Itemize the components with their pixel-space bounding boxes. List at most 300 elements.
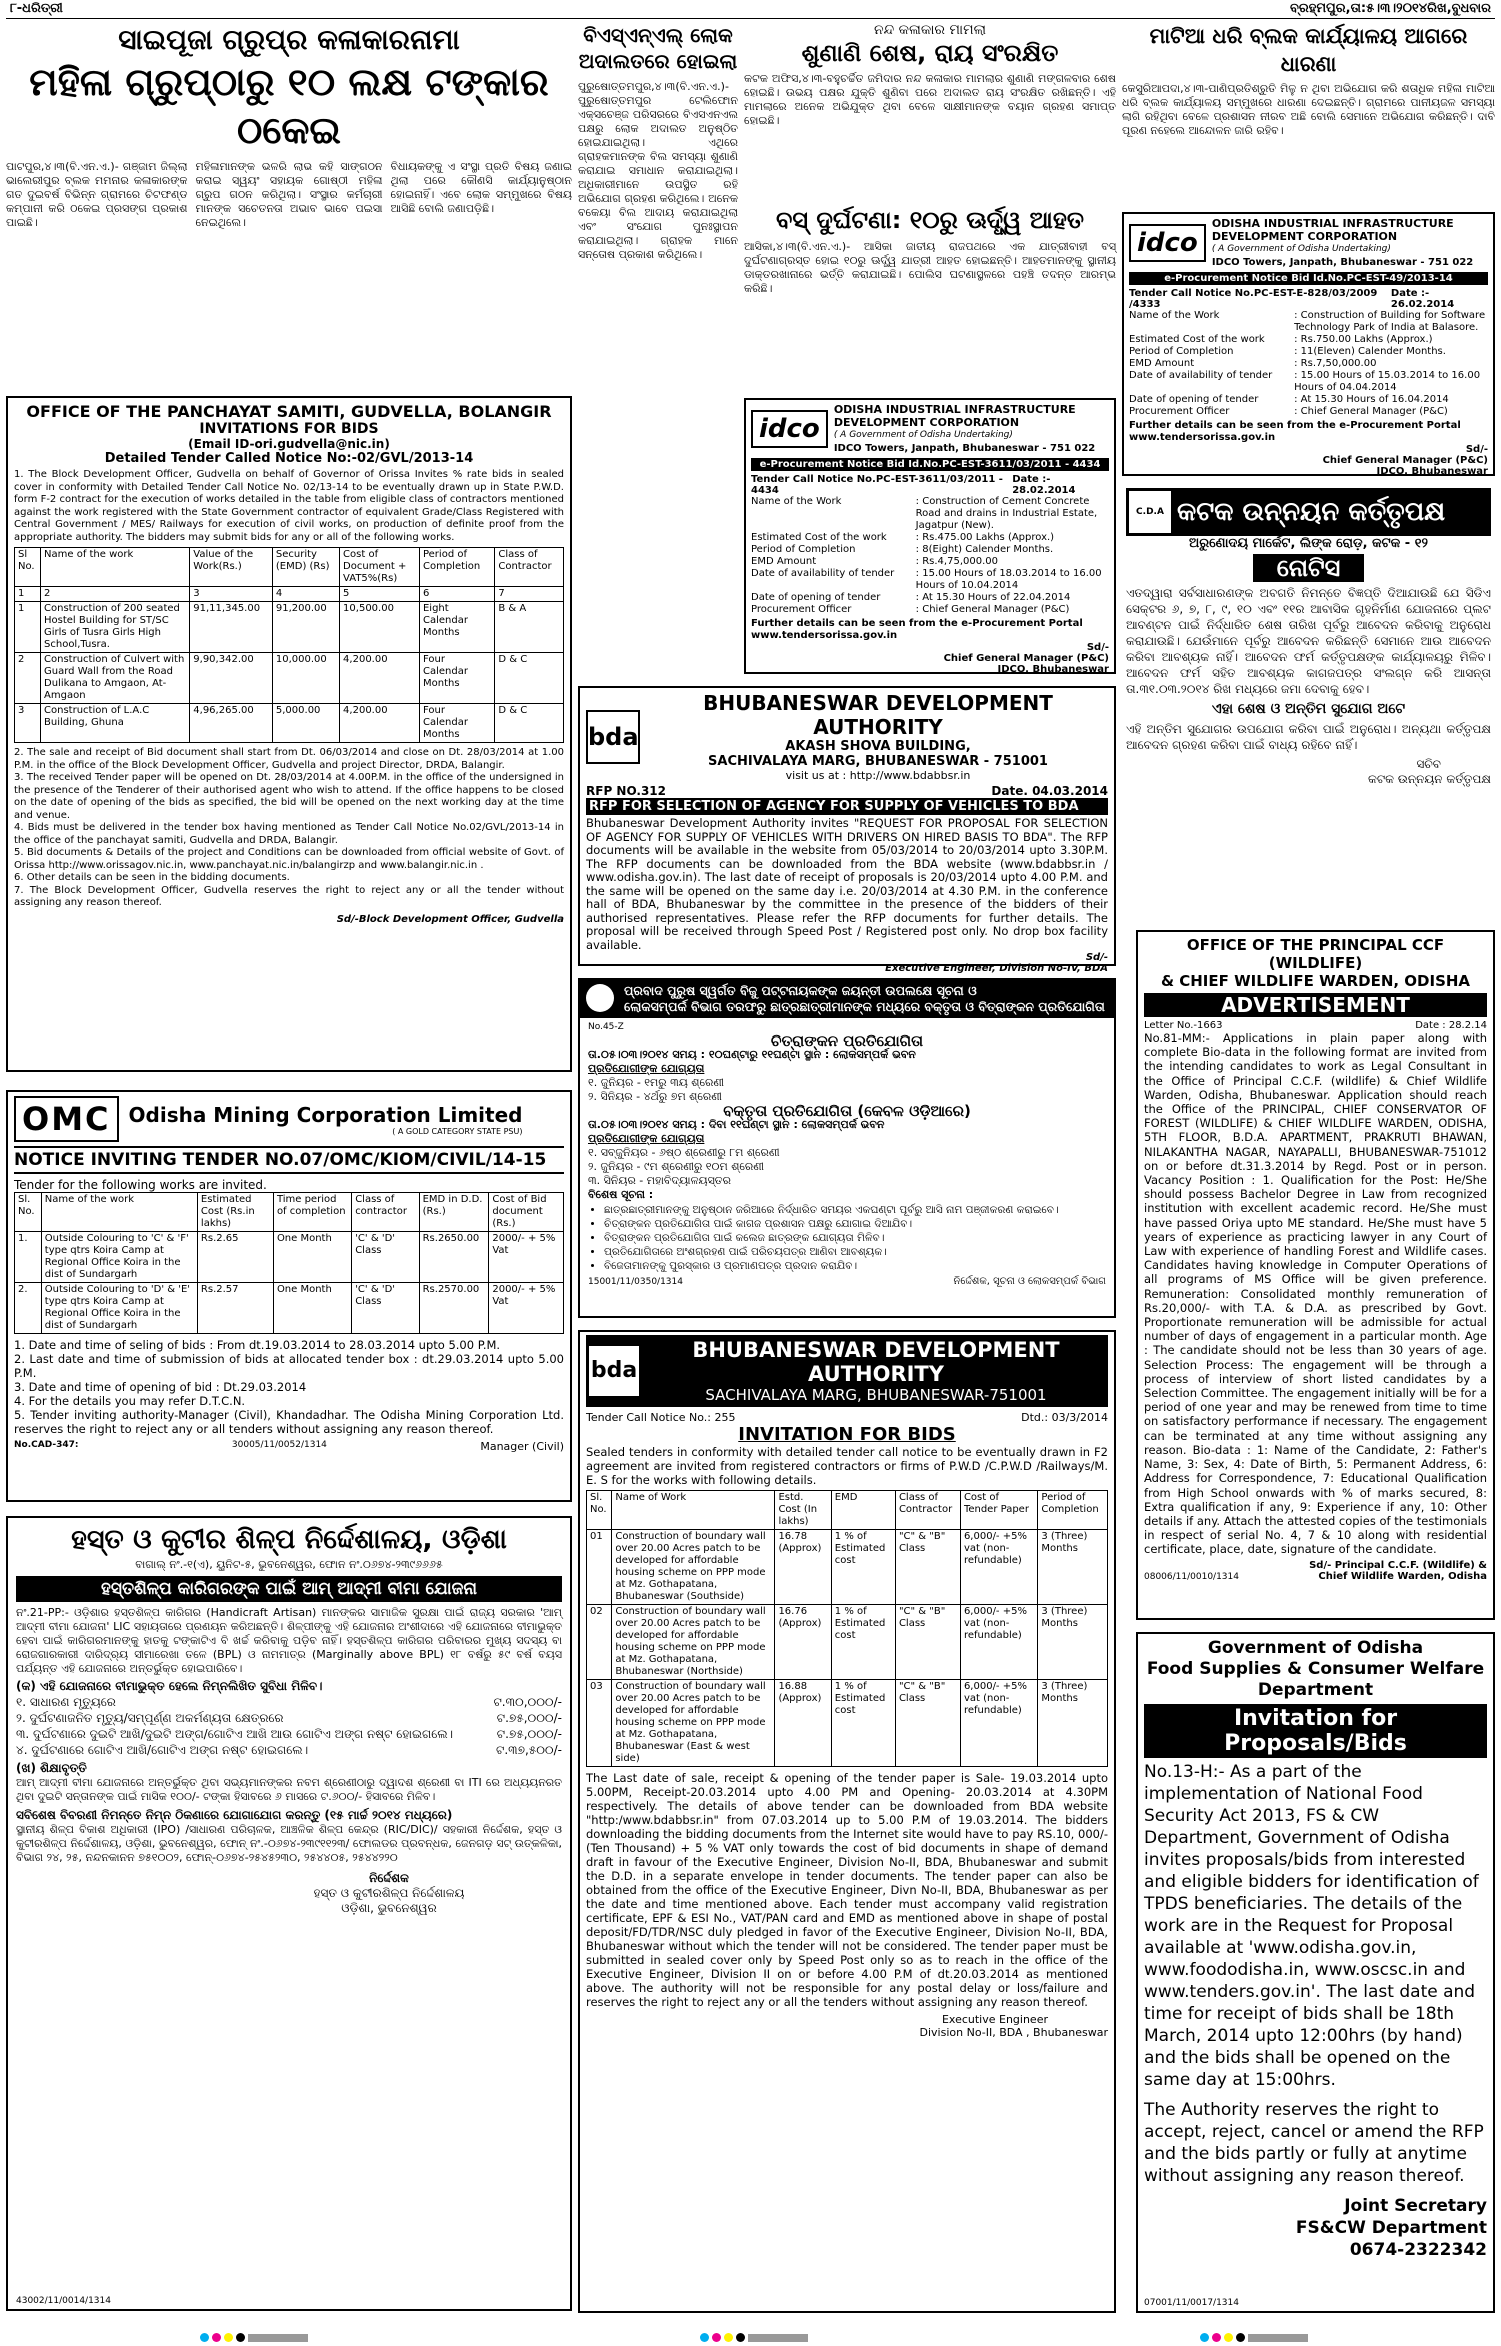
notice-body: ଏତଦ୍ୱାରା ସର୍ବସାଧାରଣଙ୍କ ଅବଗତି ନିମନ୍ତେ ବିଜ୍ଞପ୍ତି ଦିଆଯାଉଛି ଯେ ସିଡିଏ ସେକ୍ଟର ୬, ୭, ୮, ୯, ୧୦ ଏବଂ ୧୧ର ଆବାସିକ ଗୃହନିର୍ମାଣ ଯୋଜନାରେ ପ୍ଲଟ ଆବଣ୍ଟନ ପାଇଁ ନିର୍ଦ୍ଧାରିତ ଶେଷ ତାରିଖ ପୂର୍ବରୁ ଆବେଦନ କରିବାକୁ ଅନୁରୋଧ କରାଯାଉଛି। ଯେଉଁମାନେ ପୂର୍ବରୁ ଆବେଦନ କରିଛନ୍ତି ସେମାନେ ଆଉ ଆବେଦନ କରିବା ଆବଶ୍ୟକ ନାହିଁ। ଆବେଦନ ଫର୍ମ କର୍ତ୍ତୃପକ୍ଷଙ୍କ କାର୍ଯ୍ୟାଳୟରୁ ମିଳିବ। ଆବେଦନ ଫର୍ମ ସହିତ ଆବଶ୍ୟକ କାଗଜପତ୍ର ସଂଲଗ୍ନ କରି ଆସନ୍ତା ତା.୩୧.୦୩.୨୦୧୪ ରିଖ ମଧ୍ୟରେ ଜମା ଦେବାକୁ ହେବ। [1126, 586, 1491, 696]
news-article-verdict [744, 22, 1116, 202]
table-cell: Rs.2.65 [197, 1232, 273, 1283]
table-header-cell: Cost of Bid document (Rs.) [489, 1193, 564, 1232]
table-header-cell: Name of Work [612, 1491, 775, 1530]
field-value: : Chief General Manager (P&C) [915, 604, 1070, 615]
ad-code-2: 30005/11/0052/1314 [231, 1440, 327, 1450]
ad-food-supplies [1136, 1632, 1495, 2313]
ad-bda-invitation [578, 1330, 1116, 2313]
page-number: ୮-ଧରିତ୍ରୀ [10, 1, 63, 16]
table-header-cell: 5 [340, 587, 420, 602]
sign-sd: Sd/- [1465, 444, 1488, 455]
field-value: : Rs.750.00 Lakhs (Approx.) [1294, 334, 1433, 345]
table-cell: 3 (Three) Months [1038, 1530, 1108, 1605]
bda-name: BHUBANESWAR DEVELOPMENT AUTHORITY [692, 1338, 1060, 1386]
news-article-dharna [1122, 22, 1495, 210]
list-item: 6. Other details can be seen in the bidding documents. [14, 872, 290, 883]
idco-sub: ( A Government of Odisha Undertaking) [1211, 244, 1391, 254]
ad-omc-tender [6, 1090, 572, 1502]
sign-org: କଟକ ଉନ୍ନୟନ କର୍ତ୍ତୃପକ୍ଷ [1367, 772, 1491, 786]
drawing-schedule: ତା.୦୫।୦୩।୨୦୧୪ ସମୟ : ୧୦ଘଣ୍ଟାରୁ ୧୧ଘଣ୍ଟା ସ୍ଥାନ : ଲୋକସମ୍ପର୍କ ଭବନ [588, 1048, 916, 1061]
field-value: : At 15.30 Hours of 22.04.2014 [915, 592, 1071, 603]
table-cell: "C" & "B" Class [895, 1605, 960, 1680]
ad-code: 43002/11/0014/1314 [16, 2296, 111, 2306]
table-cell: 1 [15, 602, 41, 653]
table-cell: 2000/- + 5% Vat [489, 1232, 564, 1283]
table-cell: B & A [495, 602, 564, 653]
field-row [1129, 406, 1488, 418]
table-cell: Construction of 200 seated Hostel Building for ST/SC Girls of Tusra Girls High School,Tusra. [41, 602, 190, 653]
table-cell: Rs.2650.00 [419, 1232, 489, 1283]
field-label: Date of opening of tender [1129, 394, 1259, 405]
bda-address: SACHIVALAYA MARG, BHUBANESWAR-751001 [705, 1386, 1047, 1404]
headline: ବିଏସ୍‌ଏନ୍‌ଏଲ୍ ଲୋକ ଅଦାଲତରେ ହୋଇଲା [578, 23, 738, 73]
table-cell: 91,200.00 [272, 602, 339, 653]
list-item: ୨. ସିନିୟର - ୪ର୍ଥରୁ ୭ମ ଶ୍ରେଣୀ [588, 1090, 722, 1103]
field-value: : Rs.7,50,000.00 [1294, 358, 1377, 369]
sign-title: Chief General Manager (P&C) [943, 653, 1109, 664]
ad-ccf-wildlife [1136, 930, 1495, 1620]
field-label: Period of Completion [751, 544, 856, 555]
sign-title: Joint Secretary [1344, 2196, 1487, 2216]
table-header-cell: Name of the work [41, 1193, 197, 1232]
table-row [15, 1232, 564, 1283]
field-label: EMD Amount [1129, 358, 1195, 369]
table-row [587, 1605, 1108, 1680]
table-cell: 2. [15, 1283, 42, 1334]
table-cell: 16.76 (Approx) [775, 1605, 831, 1680]
table-cell: Rs.2570.00 [419, 1283, 489, 1334]
headline-kicker: ସାଇପୂଜା ଗ୍ରୁପ୍ର କଳାକାରନାମା [118, 23, 460, 56]
table-cell: "C" & "B" Class [895, 1530, 960, 1605]
table-row [15, 1283, 564, 1334]
sign-org: FS&CW Department [1295, 2218, 1487, 2238]
ad-org: OFFICE OF THE PANCHAYAT SAMITI, GUDVELLA, BOLANGIR [26, 402, 552, 421]
list-item: • ଛାତ୍ରଛାତ୍ରୀମାନଙ୍କୁ ଅନୁଷ୍ଠାନ ଜରିଆରେ ନିର୍ଦ୍ଧାରିତ ସମୟର ଏକଘଣ୍ଟା ପୂର୍ବରୁ ଆସି ନାମ ପଞ୍ଜୀକରଣ କରାଇବେ। [604, 1204, 1106, 1217]
field-value: : 15.00 Hours of 18.03.2014 to 16.00 Hours of 10.04.2014 [915, 568, 1102, 591]
field-label: Date of opening of tender [751, 592, 881, 603]
list-item: 3. The received Tender paper will be opened on Dt. 28/03/2014 at 4.00P.M. in the office of the undersigned in the presence of the Tenderer of their authorised agent who wish to attend. If the office happens to be closed on the date of opening of the bids as specified, the bid will be opened on the next working day at the time and venue. [14, 772, 564, 821]
table-cell: 'C' & 'D' Class [352, 1283, 419, 1334]
ad-code: 08006/11/0010/1314 [1144, 1571, 1239, 1582]
list-item: 1. Date and time of seling of bids : From dt.19.03.2014 to 28.03.2014 upto 5.00 P.M. [14, 1338, 501, 1352]
list-item: • ଚିତ୍ରାଙ୍କନ ପ୍ରତିଯୋଗିତା ପାଇଁ କାଗଜ ପ୍ରଶାସନ ପକ୍ଷରୁ ଯୋଗାଇ ଦିଆଯିବ। [604, 1218, 1106, 1231]
news-article-saipuja [6, 22, 572, 392]
ad-intro: ନଂ.21-PP:- ଓଡ଼ିଶାର ହସ୍ତଶିଳ୍ପ କାରିଗର (Handicraft Artisan) ମାନଙ୍କର ସାମାଜିକ ସୁରକ୍ଷା ପାଇଁ ରାଜ୍ୟ ସରକାର 'ଆମ୍ ଆଦ୍‌ମୀ ବୀମା ଯୋଜନା' LIC ସହାୟତାରେ ପ୍ରଣୟନ କରିଅଛନ୍ତି। ଶିଳ୍ପୀଙ୍କୁ ଏହି ଯୋଜନାର ଅଂଶୀଦାରେ ଏହି ଯୋଜନାରେ ବୀମାଭୁକ୍ତ ହେବା ପାଇଁ କାରିଗରମାନଙ୍କୁ ହାତକୁ ଟଙ୍କାଟିଏ ବି ଖର୍ଚ୍ଚ କରିବାକୁ ପଡ଼ିବ ନାହିଁ। ହସ୍ତଶିଳ୍ପ କାରିଗର ପରିବାରର ମୁଖ୍ୟ ସଦସ୍ୟ ବା ରୋଜଗାରକାରୀ ଦାରିଦ୍ର୍ୟ ସୀମାରେଖା ତଳେ (BPL) ଓ ନାମମାତ୍ର (Marginally above BPL) ୧୮ ବର୍ଷରୁ ୫୯ ବର୍ଷ ବୟସ ପର୍ଯ୍ୟନ୍ତ ଏହି ଯୋଜନାରେ ଅନ୍ତର୍ଭୁକ୍ତ ହୋଇପାରିବେ। [16, 1606, 562, 1675]
ad-intro: 1. The Block Development Officer, Gudvella on behalf of Governor of Orissa Invites % rate bids in sealed cover in conformity with Detailed Tender Call Notice No. 02/13-14 to be eventually drawn up in State P.W.D. form F-2 contract for the execution of works detailed in the table from eligible class of contractors mentioned against the work registered with the State Government contractor of equivalent Grade/Class Registered with Central Government / MES/ Railways for execution of civil works, on production of definite proof from the appropriate authority. The bidders may submit bids for any or all of the following works. [14, 469, 564, 543]
list-item: 2. The sale and receipt of Bid document shall start from Dt. 06/03/2014 and close on Dt. 28/03/2014 at 1.00 P.M. in the office of the Block Development Officer, Gudvella and project Director, DRDA, Balangir. [14, 747, 564, 771]
table-cell: 01 [587, 1530, 612, 1605]
table-header-cell: 1 [15, 587, 41, 602]
notice-body-2: ଏହି ଅନ୍ତିମ ସୁଯୋଗର ଉପଯୋଗ କରିବା ପାଇଁ ଅନୁରୋଧ। ଅନ୍ୟଥା କର୍ତ୍ତୃପକ୍ଷ ଆବେଦନ ଗ୍ରହଣ କରିବା ପାଇଁ ବାଧ୍ୟ ରହିବେ ନାହିଁ। [1126, 722, 1491, 752]
sign-org: Division No-II, BDA , Bhubaneswar [919, 2026, 1108, 2039]
invitation-bar: Invitation for Proposals/Bids [1144, 1704, 1487, 1758]
table-cell: 6,000/- +5% vat (non-refundable) [960, 1680, 1037, 1767]
list-item: 4. For the details you may refer D.T.C.N. [14, 1394, 246, 1408]
table-header-cell: Value of the Work(Rs.) [190, 548, 273, 587]
table-cell: 3 (Three) Months [1038, 1680, 1108, 1767]
field-label: Procurement Officer [751, 604, 852, 615]
field-row [751, 532, 1109, 544]
cda-logo: C.D.A [1129, 491, 1171, 533]
table-cell: 1. [15, 1232, 42, 1283]
scholarship-heading: (ଖ) ଶିକ୍ଷାବୃତ୍ତି [16, 1761, 87, 1775]
benefit-amount: ଟ.୩୭,୫୦୦/- [496, 1743, 562, 1757]
tender-date: Date :- 28.02.2014 [1012, 474, 1076, 496]
idco-name: ODISHA INDUSTRIAL INFRASTRUCTURE DEVELOPMENT CORPORATION [1211, 217, 1454, 243]
sign-title: ସଚିବ [1416, 757, 1441, 771]
field-value: : 8(Eight) Calender Months. [915, 544, 1054, 555]
table-cell: 3 [15, 704, 41, 743]
advertisement-bar: ADVERTISEMENT [1144, 993, 1487, 1017]
article-body: କଟକ ଅଫିସ,୪।୩-ବହୁଚର୍ଚ୍ଚିତ ଜମିଦାର ନନ୍ଦ କଳାକାର ମାମଲାର ଶୁଣାଣି ମଙ୍ଗଳବାର ଶେଷ ହୋଇଛି। ଉଭୟ ପକ୍ଷର ଯୁକ୍ତି ଶୁଣିବା ପରେ ଅଦାଲତ ରାୟ ସଂରକ୍ଷିତ ରଖିଛନ୍ତି। ଏହି ମାମଲାରେ ଅନେକ ଅଭିଯୁକ୍ତ ଥିବା ବେଳେ ସାକ୍ଷୀମାନଙ୍କ ବୟାନ ଗ୍ରହଣ ସମାପ୍ତ ହୋଇଛି। [744, 72, 1116, 127]
eligibility-list [588, 1076, 1106, 1104]
benefit-amount: ଟ.୩୦,୦୦୦/- [493, 1695, 562, 1709]
idco-logo: idco [1129, 224, 1206, 262]
table-cell: 4,96,265.00 [190, 704, 273, 743]
notice-badge: ନୋଟିସ [1253, 554, 1365, 582]
omc-logo: OMC [14, 1096, 119, 1142]
deadline-text: ସବିଶେଷ ବିବରଣୀ ନିମନ୍ତେ ନିମ୍ନ ଠିକଣାରେ ଯୋଗାଯୋଗ କରନ୍ତୁ (୧୫ ମାର୍ଚ୍ଚ ୨୦୧୪ ମଧ୍ୟରେ) [16, 1808, 453, 1822]
ad-bda-rfp [578, 686, 1116, 974]
registration-dot [1212, 2333, 1221, 2342]
letter-no: Letter No.-1663 [1144, 1020, 1223, 1031]
ad-signature [1129, 444, 1488, 477]
table-cell: 4,200.00 [340, 653, 420, 704]
ad-body-2: The Authority reserves the right to accept, reject, cancel or amend the RFP and the bids partly or fully at anytime without assigning any reason thereof. [1144, 2100, 1484, 2186]
article-body: ପୁରୁଷୋତ୍ତମପୁର,୪।୩(ବି.ଏନ.ଏ.)- ପୁରୁଷୋତ୍ତମପୁର ଟେଲିଫୋନ ଏକ୍ସଚେଞ୍ଜ ପରିସରରେ ବିଏସଏନଏଲ ପକ୍ଷରୁ ଲୋକ ଅଦାଲତ ଅନୁଷ୍ଠିତ ହୋଇଯାଇଥିଲା। ଏଥିରେ ଗ୍ରାହକମାନଙ୍କ ବିଲ ସମସ୍ୟା ଶୁଣାଣି କରାଯାଇ ସମାଧାନ କରାଯାଇଥିଲା। ଅଧିକାରୀମାନେ ଉପସ୍ଥିତ ରହି ଅଭିଯୋଗ ଗ୍ରହଣ କରିଥିଲେ। ଅନେକ ବକେୟା ବିଲ ଆଦାୟ କରାଯାଇଥିଲା ଏବଂ ସଂଯୋଗ ପୁନଃସ୍ଥାପନ କରାଯାଇଥିଲା। ଗ୍ରାହକ ମାନେ ସନ୍ତୋଷ ପ୍ରକାଶ କରିଥିଲେ। [578, 80, 738, 261]
list-item: 4. Bids must be delivered in the tender box having mentioned as Tender Call Notice No.02/GVL/2013-14 in the office of the panchayat samiti, Gudvella and DRDA, Balangir. [14, 822, 564, 846]
news-article-bus-accident [744, 204, 1116, 394]
tender-date: Dtd.: 03/3/2014 [1021, 1411, 1108, 1424]
table-header-cell: Class of Contractor [895, 1491, 960, 1530]
headline: ମହିଳା ଗ୍ରୁପ୍‌ଠାରୁ ୧୦ ଲକ୍ଷ ଟଙ୍କାର ଠକେଇ [29, 60, 549, 152]
table-cell: 6,000/- +5% vat (non-refundable) [960, 1605, 1037, 1680]
table-cell: 9,90,342.00 [190, 653, 273, 704]
list-item: • ବିଜେତାମାନଙ୍କୁ ପୁରସ୍କାର ଓ ପ୍ରମାଣପତ୍ର ପ୍ରଦାନ କରାଯିବ। [604, 1260, 1106, 1273]
list-item: • ପ୍ରତିଯୋଗିତାରେ ଅଂଶଗ୍ରହଣ ପାଇଁ ପରିଚୟପତ୍ର ଆଣିବା ଆବଶ୍ୟକ। [604, 1246, 1106, 1259]
ad-footer: Further details can be seen from the e-Procurement Portal www.tendersorissa.gov.in [1129, 420, 1461, 443]
field-label: Period of Completion [1129, 346, 1234, 357]
table-cell: 'C' & 'D' Class [352, 1232, 419, 1283]
article-body: କେସୁରିଆପଦା,୪।୩-ପାଣିପ୍ରତିଶ୍ରୁତି ମିଳୁ ନ ଥିବା ଅଭିଯୋଗ କରି ଶତାଧିକ ମହିଳା ମାଟିଆ ଧରି ବ୍ଲକ କାର୍ଯ୍ୟାଳୟ ସମ୍ମୁଖରେ ଧାରଣା ଦେଇଛନ୍ତି। ଗ୍ରାମରେ ପାନୀୟଜଳ ସମସ୍ୟା ଲାଗି ରହିଥିବା ବେଳେ ପ୍ରଶାସନ ନୀରବ ଅଛି ବୋଲି ସେମାନେ ଅଭିଯୋଗ କରିଛନ୍ତି। ଦାବି ପୂରଣ ନହେଲେ ଆନ୍ଦୋଳନ ଜାରି ରହିବ। [1122, 82, 1495, 137]
eligibility-label: ପ୍ରତିଯୋଗୀଙ୍କ ଯୋଗ୍ୟତା [588, 1062, 705, 1075]
sign-title: Executive Engineer, Division No-IV, BDA [885, 963, 1108, 974]
sign-org: ହସ୍ତ ଓ କୁଟୀରଶିଳ୍ପ ନିର୍ଦ୍ଦେଶାଳୟ [313, 1886, 465, 1900]
table-cell: D & C [495, 704, 564, 743]
registration-dot [1224, 2333, 1233, 2342]
tender-fields [1129, 310, 1488, 418]
ad-org-1: Government of Odisha [1207, 1638, 1424, 1658]
news-article-bsnl [578, 22, 738, 762]
field-label: Estimated Cost of the work [751, 532, 887, 543]
ad-code: 15001/11/0350/1314 [588, 1277, 683, 1287]
list-item: ୩. ସିନିୟର - ମହାବିଦ୍ୟାଳୟସ୍ତର [588, 1174, 731, 1187]
table-header-cell: 4 [272, 587, 339, 602]
registration-bar [748, 2334, 808, 2342]
table-header-cell: Cost of Document + VAT5%(Rs) [340, 548, 420, 587]
field-row [751, 568, 1109, 592]
color-registration-strip [1200, 2327, 1316, 2337]
ad-title: NOTICE INVITING TENDER NO.07/OMC/KIOM/CIVIL/14-15 [14, 1146, 564, 1174]
bda-website: visit us at : http://www.bdabbsr.in [785, 769, 971, 782]
competition-bar-2: ଲୋକସମ୍ପର୍କ ବିଭାଗ ତରଫରୁ ଛାତ୍ରଛାତ୍ରୀମାନଙ୍କ ମଧ୍ୟରେ ବକ୍ତୃତା ଓ ବିତ୍ରାଙ୍କନ ପ୍ରତିଯୋଗିତା [624, 999, 1105, 1014]
registration-bar [248, 2334, 308, 2342]
bda-address-1: AKASH SHOVA BUILDING, [785, 739, 971, 754]
table-header-cell: 6 [419, 587, 494, 602]
benefit-amount: ଟ.୭୫,୦୦୦/- [496, 1711, 562, 1725]
bda-address-2: SACHIVALAYA MARG, BHUBANESWAR - 751001 [708, 754, 1048, 769]
list-item: ୧. ଜୁନିୟର - ୧ମରୁ ୩ୟ ଶ୍ରେଣୀ [588, 1076, 725, 1089]
benefits-list [16, 1694, 562, 1758]
benefit-label: ୩. ଦୁର୍ଘଟଣାରେ ଦୁଇଟି ଆଖି/ଦୁଇଟି ଅଙ୍ଗ/ଗୋଟିଏ ଆଖି ଆଉ ଗୋଟିଏ ଅଙ୍ଗ ନଷ୍ଟ ହୋଇଗଲେ। [16, 1727, 454, 1741]
drawing-heading: ଚିତ୍ରାଙ୍କନ ପ୍ରତିଯୋଗିତା [770, 1032, 924, 1050]
table-header-cell: Sl. No. [587, 1491, 612, 1530]
cda-address: ଅରୁଣୋଦୟ ମାର୍କେଟ, ଲିଙ୍କ ରୋଡ଼, କଟକ - ୧୨ [1189, 536, 1428, 551]
page-header [6, 0, 1495, 19]
bda-name: BHUBANESWAR DEVELOPMENT AUTHORITY [703, 691, 1053, 739]
benefit-amount: ଟ.୭୫,୦୦୦/- [496, 1727, 562, 1741]
letter-date: Date : 28.2.14 [1415, 1020, 1487, 1031]
table-row [587, 1680, 1108, 1767]
scheme-bar: ହସ୍ତଶିଳ୍ପ କାରିଗରଙ୍କ ପାଇଁ ଆମ୍ ଆଦ୍‌ମୀ ବୀମା ଯୋଜନା [16, 1576, 562, 1602]
table-header-cell: Name of the work [41, 548, 190, 587]
ad-code: No.CAD-347: [14, 1440, 79, 1450]
benefit-row [16, 1694, 562, 1710]
field-label: EMD Amount [751, 556, 817, 567]
list-item: ୧. ସବ୍‌ଜୁନିୟର - ୬ଷ୍ଠ ଶ୍ରେଣୀରୁ ୮ମ ଶ୍ରେଣୀ [588, 1146, 780, 1159]
ad-org-2: & CHIEF WILDLIFE WARDEN, ODISHA [1160, 972, 1471, 990]
table-cell: 16.88 (Approx) [775, 1680, 831, 1767]
ad-subtitle: INVITATIONS FOR BIDS [199, 421, 379, 437]
table-cell: 10,000.00 [272, 653, 339, 704]
field-value: : At 15.30 Hours of 16.04.2014 [1294, 394, 1449, 405]
speech-schedule: ତା.୦୫।୦୩।୨୦୧୪ ସମୟ : ଦିବା ୧୧ଘଣ୍ଟା ସ୍ଥାନ : ଲୋକସମ୍ପର୍କ ଭବନ [588, 1118, 885, 1131]
ad-notice-no: Detailed Tender Called Notice No:-02/GVL/2013-14 [104, 451, 474, 466]
field-row [1129, 370, 1488, 394]
headline: ଶୁଣାଣି ଶେଷ, ରାୟ ସଂରକ୍ଷିତ [801, 39, 1059, 67]
color-registration-strip [200, 2327, 316, 2337]
contact-text: ସ୍ଥାନୀୟ ଶିଳ୍ପ ବିକାଶ ଅଧିକାରୀ (IPO) /ସାଧାରଣ ପରିଚାଳକ, ଆଞ୍ଚଳିକ ଶିଳ୍ପ କେନ୍ଦ୍ର (RIC/DIC)/ ସହକାରୀ ନିର୍ଦ୍ଦେଶକ, ହସ୍ତ ଓ କୁଟୀରଶିଳ୍ପ ନିର୍ଦ୍ଦେଶାଳୟ, ଓଡ଼ିଶା, ଭୁବନେଶ୍ୱର, ଫୋନ୍ ନଂ.-୦୬୭୪-୨୩୯୧୧୨୩/ ଫୋଲଡର ପ୍ରବନ୍ଧକ, ଜେନଗଡ଼ ସଟ୍ ଉତ୍କଳିକା, ବିଭାଗ ୨୪, ୨୫, ନନ୍ଦନକାନନ ୭୫୧୦୦୨, ଫୋନ୍-୦୬୭୪-୨୫୪୫୨୩୦, ୨୫୪୪୦୫, ୨୫୪୪୨୨୦ [16, 1823, 562, 1864]
table-cell: 1 % of Estimated cost [831, 1530, 895, 1605]
field-value: : Rs.4,75,000.00 [915, 556, 998, 567]
list-item: 5. Bid documents & Details of the project and Conditions can be downloaded from official website of Govt. of Orissa http://www.orissagov.nic.in, www.panchayat.nic.in/balangirzp and www.balangir.nic.in . [14, 847, 564, 871]
tender-call-no: Tender Call Notice No.PC-EST-3611/03/2011 - 4434 [751, 474, 1003, 496]
table-cell: Eight Calendar Months [419, 602, 494, 653]
list-item: ୨. ଜୁନିୟର - ୯ମ ଶ୍ରେଣୀରୁ ୧୦ମ ଶ୍ରେଣୀ [588, 1160, 764, 1173]
table-cell: Four Calendar Months [419, 704, 494, 743]
field-label: Estimated Cost of the work [1129, 334, 1265, 345]
registration-dot [1236, 2333, 1245, 2342]
field-row [1129, 334, 1488, 346]
ad-code-no: No.45-Z [588, 1022, 624, 1032]
table-cell: "C" & "B" Class [895, 1680, 960, 1767]
registration-dot [736, 2333, 745, 2342]
table-row [15, 653, 564, 704]
table-header-cell: EMD in D.D. (Rs.) [419, 1193, 489, 1232]
rfp-no: RFP NO.312 [586, 784, 666, 798]
field-label: Procurement Officer [1129, 406, 1230, 417]
ad-org-3: Department [1257, 1680, 1374, 1700]
speech-heading: ବକ୍ତୃତା ପ୍ରତିଯୋଗିତା (କେବଳ ଓଡ଼ିଆରେ) [723, 1102, 971, 1120]
sign-title: Chief General Manager (P&C) [1322, 455, 1488, 466]
tender-table [14, 1192, 564, 1334]
registration-dot [236, 2333, 245, 2342]
table-header-cell: Class of contractor [352, 1193, 419, 1232]
ad-org-2: Food Supplies & Consumer Welfare [1146, 1659, 1485, 1679]
field-label: Name of the Work [1129, 310, 1220, 321]
table-row [15, 602, 564, 653]
registration-dot [724, 2333, 733, 2342]
table-cell: 10,500.00 [340, 602, 420, 653]
ad-body: No.81-MM:- Applications in plain paper along with complete Bio-data in the following format are invited from the intending candidates to work as Legal Consultant in the Office of Principal C.C.F. (wildlife) & Chief Wildlife Warden, Odisha, Bhubaneswar. Application should reach the Office of the PRINCIPAL, CHIEF CONSERVATOR OF FOREST (WILDLIFE) & CHIEF WILDLIFE WARDEN, ODISHA, 5TH FLOOR, B.D.A. APARTMENT, PRAKRUTI BHAWAN, NILAKANTHA NAGAR, NAYAPALLI, BHUBANESWAR-751012 on or before dt.31.3.2014 by Regd. Post or in person. Vacancy Position : 1. Qualification for the Post: He/She should possess Bachelor Degree in Law from recognized institution with excellent academic record. He/She must have passed Oriya upto ME standard. He/She must have 5 years of experience as practicing lawyer in any Court of Law with experience of handling Forest and Wildlife cases. Candidates having knowledge in Computer Operations of all programs of MS Office will be given preference. Remuneration: Consolidated monthly remuneration of Rs.20,000/- with T.A. & D.A. as prescribed by Govt. Proportionate remuneration will be admissible for actual number of days of engagement in a particular month. Age : The candidate should not be less than 30 years of age. Selection Process: The engagement will be through a process of interview of short listed candidates by a Selection Committee. The engagement initially will be for a period of one year and may be renewed from time to time on satisfactory performance if necessary. The engagement can be terminated at any time without assigning any reason. Bio-data : 1: Name of the Candidate, 2: Father's Name, 3: Sex, 4: Date of Birth, 5: Permanent Address, 6: Address for Correspondence, 7: Educational Qualification from High School onwards with % of marks secured, 8: Extra qualification if any, 9: Experience if any, 10: Other details if any. Attach the attested copies of the testimonials in respect of serial No. 4, 7 & 10 along with residential certificate, place, date, signature of the candidate. [1144, 1031, 1487, 1557]
idco-name: ODISHA INDUSTRIAL INFRASTRUCTURE DEVELOPMENT CORPORATION [833, 403, 1076, 429]
field-value: : 11(Eleven) Calender Months. [1294, 346, 1446, 357]
table-header-cell: Period of Completion [1038, 1491, 1108, 1530]
table-cell: Construction of boundary wall over 20.00 Acres patch to be developed for affordable housing scheme on PPP mode at Mz. Gothapatana, Bhubaneswar (Southside) [612, 1530, 775, 1605]
registration-dot [700, 2333, 709, 2342]
competition-bar-1: ପ୍ରବାଦ ପୁରୁଷ ସ୍ୱର୍ଗତ ବିଜୁ ପଟ୍ଟନାୟକଙ୍କ ଜୟନ୍ତୀ ଉପଲକ୍ଷେ ସୂଚନା ଓ [624, 983, 977, 998]
headline-kicker: ନନ୍ଦ କଳାକାର ମାମଲା [873, 22, 987, 38]
eligibility-list [588, 1146, 1106, 1188]
article-column: ବିଧାୟକଙ୍କୁ ଏ ସଂସ୍ଥା ପ୍ରତି ବିଷୟ ଜଣାଇ ଥିଲା ପରେ କୌଣସି କାର୍ଯ୍ୟାନୁଷ୍ଠାନ ହୋଇନାହିଁ। ଏବେ ଲୋକ ସମ୍ମୁଖରେ ବିଷୟ ଆସିଛି ବୋଲି ଜଣାପଡ଼ିଛି। [390, 160, 573, 215]
table-cell: 4,200.00 [340, 704, 420, 743]
idco-sub: ( A Government of Odisha Undertaking) [833, 430, 1013, 440]
field-label: Date of availability of tender [751, 568, 895, 579]
omc-tagline: ( A GOLD CATEGORY STATE PSU) [392, 1126, 523, 1136]
registration-bar [1248, 2334, 1308, 2342]
ad-signature [751, 642, 1109, 675]
rfp-body: Bhubaneswar Development Authority invites "REQUEST FOR PROPOSAL FOR SELECTION OF AGENCY FOR SUPPLY OF VEHICLES WITH DRIVERS ON HIRED BASIS TO BDA". The RFP documents will be available in the website from 05/03/2014 to 20/03/2014 upto 3.30P.M. The RFP documents can be downloaded from the BDA website (www.bdabbsr.in / www.odisha.gov.in). The last date of receipt of proposals is 20/03/2014 upto 4.00 P.M. and the same will be opened on the same day i.e. 20/03/2014 at 4.30 P.M. in the conference hall of BDA, Bhubaneswar by the committee in the presence of the bidders of their authorised representatives. Please refer the RFP documents for further details. The proposal will be received through Speed Post / Registered post only. No drop box facility available. [586, 816, 1108, 952]
benefit-row [16, 1726, 562, 1742]
idco-address: IDCO Towers, Janpath, Bhubaneswar - 751 022 [833, 443, 1096, 454]
table-cell: D & C [495, 653, 564, 704]
table-cell: Outside Colouring to 'C' & 'F' type qtrs Koira Camp at Regional Office Koira in the dist of Sundargarh [41, 1232, 197, 1283]
ad-address: ବାଗାଲ୍ ନଂ.-୧(ଏ), ୟୁନିଟ-୫, ଭୁବନେଶ୍ୱର, ଫୋନ ନଂ.୦୬୭୪-୨୩୯୬୬୬୫ [135, 1558, 443, 1571]
ad-points [14, 1338, 564, 1436]
table-header-cell: Class of Contractor [495, 548, 564, 587]
tender-table [586, 1490, 1108, 1767]
sign-title: Executive Engineer [941, 2013, 1048, 2026]
ad-handicraft-insurance [6, 1516, 572, 2311]
benefits-heading: (କ) ଏହି ଯୋଜନାରେ ବୀମାଭୁକ୍ତ ହେଲେ ନିମ୍ନଲିଖିତ ସୁବିଧା ମିଳିବ। [16, 1679, 323, 1693]
ad-intro: Sealed tenders in conformity with detailed tender call notice to be eventually drawn in F2 agreement are invited from registered contractors or firms of P.W.D /C.P.W.D /Railways/M. E. S for the works with following details. [586, 1445, 1108, 1487]
cda-title: କଟକ ଉନ୍ନୟନ କର୍ତ୍ତୃପକ୍ଷ [1177, 496, 1446, 527]
benefit-label: ୧. ସାଧାରଣ ମୃତ୍ୟୁରେ [16, 1695, 116, 1709]
table-header-cell: Time period of completion [273, 1193, 351, 1232]
dateline: ବ୍ରହ୍ମପୁର,ତା:୫।୩।୨୦୧୪ରିଖ,ବୁଧବାର [1290, 1, 1491, 16]
ad-signature: Sd/-Block Development Officer, Gudvella [336, 913, 564, 925]
table-header-cell: 2 [41, 587, 190, 602]
table-header-cell: Cost of Tender Paper [960, 1491, 1037, 1530]
table-cell: 16.78 (Approx) [775, 1530, 831, 1605]
headline: ବସ୍ ଦୁର୍ଘଟଣା: ୧୦ରୁ ଊର୍ଦ୍ଧ୍ୱ ଆହତ [776, 206, 1084, 234]
sign-title: ନିର୍ଦ୍ଦେଶକ [369, 1871, 409, 1885]
ad-body: The Last date of sale, receipt & opening of the tender paper is Sale- 19.03.2014 upto 5.00PM, Receipt-20.03.2014 upto 4.00 PM and Opening- 20.03.2014 at 4.30PM respectively. The details of above tender can be downloaded from BDA website "http:/www.bdabbsr.in" from 07.03.2014 up to 5.00 P.M of 19.03.2014. The bidders downloading the bidding documents from the Internet site would have to pay RS.10, 000/- (Ten Thousand) + 5 % VAT only towards the cost of bid documents in shape of demand draft in favour of the Executive Engineer, Division No-II, BDA, Bhubaneswar and submit the D.D. in a separate envelope in tender documents. The tender paper can also be obtained from the office of the Executive Engineer, Divn No-II, BDA, Bhubaneswar as per the date and time mentioned above. Each tender must accompany valid registration certificate, EPF & ESI No., VAT/PAN card and EMD as mentioned above in shape of postal deposit/FD/TDR/NSC duly pledged in favor of the Executive Engineer, Division No-II, BDA, Bhubaneswar without which the tender will not be considered. The tender paper must be submitted in sealed cover only by Speed Post only so as to reach in the office of the Executive Engineer, Division II on or before 4.00 P.M of dt.20.03.2014 as mentioned above. The authority will not be responsible for any postal delay or loss/failure and reserves the right to reject any or all the tenders without assigning any reason thereof. [586, 1771, 1108, 2009]
benefit-label: ୨. ଦୁର୍ଘଟଣାଜନିତ ମୃତ୍ୟୁ/ସମ୍ପୂର୍ଣ୍ଣ ଅକର୍ମଣ୍ୟତା କ୍ଷେତ୍ରରେ [16, 1711, 284, 1725]
list-item: • ବିତ୍ରାଙ୍କନ ପ୍ରତିଯୋଗିତା ପାଇଁ କଲେଜ ଛାତ୍ରଙ୍କ ଯୋଗ୍ୟତା ମିଳିବ। [604, 1232, 1106, 1245]
sign-sd: Sd/- [1086, 642, 1109, 653]
article-column: ପାଟପୁର,୪।୩(ବି.ଏନ.ଏ.)- ଗଞ୍ଜାମ ଜିଲ୍ଲା ଭାଲେରୀପୁର ବ୍ଲକ ମମନାର କଳାକାରଙ୍କ ଗତ ଦୁଇବର୍ଷ ବିଭିନ୍ନ ଗ୍ରାମରେ ଚିଟଫଣ୍ଡ କମ୍ପାନୀ କରି ଠକେଇ ପ୍ରସଙ୍ଗ ପ୍ରକାଶ ପାଇଛି। [6, 160, 188, 229]
table-cell: Four Calendar Months [419, 653, 494, 704]
color-registration-strip [700, 2327, 816, 2337]
field-label: Date of availability of tender [1129, 370, 1273, 381]
tender-call-no: Tender Call Notice No.: 255 [586, 1411, 736, 1424]
final-chance: ଏହା ଶେଷ ଓ ଅନ୍ତିମ ସୁଯୋଗ ଅଟେ [1211, 701, 1406, 717]
tender-date: Date :- 26.02.2014 [1390, 288, 1455, 310]
ad-gudvella-tender [6, 396, 572, 1072]
field-value: : Construction of Building for Software Technology Park of India at Balasore. [1294, 310, 1486, 333]
field-row [751, 556, 1109, 568]
field-row [1129, 394, 1488, 406]
table-cell: One Month [273, 1232, 351, 1283]
benefit-label: ୪. ଦୁର୍ଘଟଣାରେ ଗୋଟିଏ ଆଖି/ଗୋଟିଏ ଅଙ୍ଗ ନଷ୍ଟ ହୋଇଗଲେ। [16, 1743, 309, 1757]
ad-intro: Tender for the following works are invited. [14, 1178, 267, 1192]
table-cell: 6,000/- +5% vat (non-refundable) [960, 1530, 1037, 1605]
field-value: : 15.00 Hours of 15.03.2014 to 16.00 Hours of 04.04.2014 [1294, 370, 1481, 393]
table-cell: One Month [273, 1283, 351, 1334]
table-header-cell: Sl No. [15, 548, 41, 587]
field-value: : Construction of Cement Concrete Road and drains in Industrial Estate, Jagatpur (New). [915, 496, 1098, 531]
benefit-row [16, 1742, 562, 1758]
ad-idco-balasore [1122, 212, 1495, 476]
table-cell: 2 [15, 653, 41, 704]
list-item: 2. Last date and time of submission of bids at allocated tender box : dt.29.03.2014 upto 5.00 P.M. [14, 1352, 564, 1380]
ad-biju-competition [578, 978, 1116, 1318]
field-row [751, 592, 1109, 604]
table-cell: 1 % of Estimated cost [831, 1680, 895, 1767]
field-label: Name of the Work [751, 496, 842, 507]
ad-title: ହସ୍ତ ଓ କୁଟୀର ଶିଳ୍ପ ନିର୍ଦ୍ଦେଶାଳୟ, ଓଡ଼ିଶା [71, 1524, 507, 1555]
field-row [1129, 310, 1488, 334]
table-cell: Construction of L.A.C Building, Ghuna [41, 704, 190, 743]
ad-footer: Further details can be seen from the e-Procurement Portal www.tendersorissa.gov.in [751, 618, 1083, 641]
field-row [751, 544, 1109, 556]
ad-idco-jagatpur [744, 398, 1116, 674]
tender-table [14, 547, 564, 743]
bda-logo: bda [589, 1346, 639, 1396]
table-cell: 3 (Three) Months [1038, 1605, 1108, 1680]
benefit-row [16, 1710, 562, 1726]
sign-org: IDCO, Bhubaneswar [997, 664, 1109, 675]
table-cell: 91,11,345.00 [190, 602, 273, 653]
eligibility-label: ପ୍ରତିଯୋଗୀଙ୍କ ଯୋଗ୍ୟତା [588, 1132, 705, 1145]
table-header-cell: EMD [831, 1491, 895, 1530]
ad-code: 07001/11/0017/1314 [1144, 2298, 1239, 2308]
list-item: 3. Date and time of opening of bid : Dt.29.03.2014 [14, 1380, 307, 1394]
field-row [1129, 358, 1488, 370]
ad-signature: Manager (Civil) [480, 1440, 564, 1453]
sign-title: Sd/- Principal C.C.F. (Wildlife) & [1309, 1559, 1487, 1571]
table-header-cell: 3 [190, 587, 273, 602]
table-cell: 03 [587, 1680, 612, 1767]
notes-label: ବିଶେଷ ସୂଚନା : [588, 1188, 654, 1201]
ad-body: No.13-H:- As a part of the implementation of National Food Security Act 2013, FS & CW Department, Government of Odisha invites proposals/bids from interested and eligible bidders for identification of TPDS beneficiaries. The details of the work are in the Request for Proposal available at 'www.odisha.gov.in, www.foododisha.in, www.oscsc.in and www.tenders.gov.in'. The last date and time for receipt of bids shall be 18th March, 2014 upto 12:00hrs (by hand) and the bids shall be opened on the same day at 15:00hrs. [1144, 1762, 1479, 2090]
field-value: : Rs.475.00 Lakhs (Approx.) [915, 532, 1055, 543]
tender-fields [751, 496, 1109, 616]
table-cell: Outside Colouring to 'D' & 'E' type qtrs Koira Camp at Regional Office Koira in the dist of Sundargarh [41, 1283, 197, 1334]
table-cell: 02 [587, 1605, 612, 1680]
table-header-cell: Estd. Cost (In lakhs) [775, 1491, 831, 1530]
ad-points [14, 747, 564, 910]
ad-title: INVITATION FOR BIDS [738, 1424, 956, 1445]
ad-signature: ନିର୍ଦ୍ଦେଶକ, ସୂଚନା ଓ ଲୋକସମ୍ପର୍କ ବିଭାଗ [953, 1276, 1106, 1287]
article-column: ମହିଳାମାନଙ୍କ ଭଳରି ଲାଭ କହି ସାଙ୍ଗଠନ କରାଇ ସ୍ୱୟଂ ସହାୟକ ଗୋଷ୍ଠୀ ମହିଳା ଗ୍ରୁପ ଗଠନ କରିଥିଲା। ସଂସ୍ଥାର କର୍ମଚାରୀ ମାନଙ୍କ ସଚେତନତା ଅଭାବ ଭାବେ ପଇସା ନେଇଥିଲେ। [195, 160, 383, 229]
sign-org: IDCO, Bhubaneswar [1376, 466, 1488, 477]
table-header-cell: Estimated Cost (Rs.in lakhs) [197, 1193, 273, 1232]
field-row [1129, 346, 1488, 358]
table-cell: Rs.2.57 [197, 1283, 273, 1334]
sign-sd: Sd/- [1085, 952, 1108, 963]
